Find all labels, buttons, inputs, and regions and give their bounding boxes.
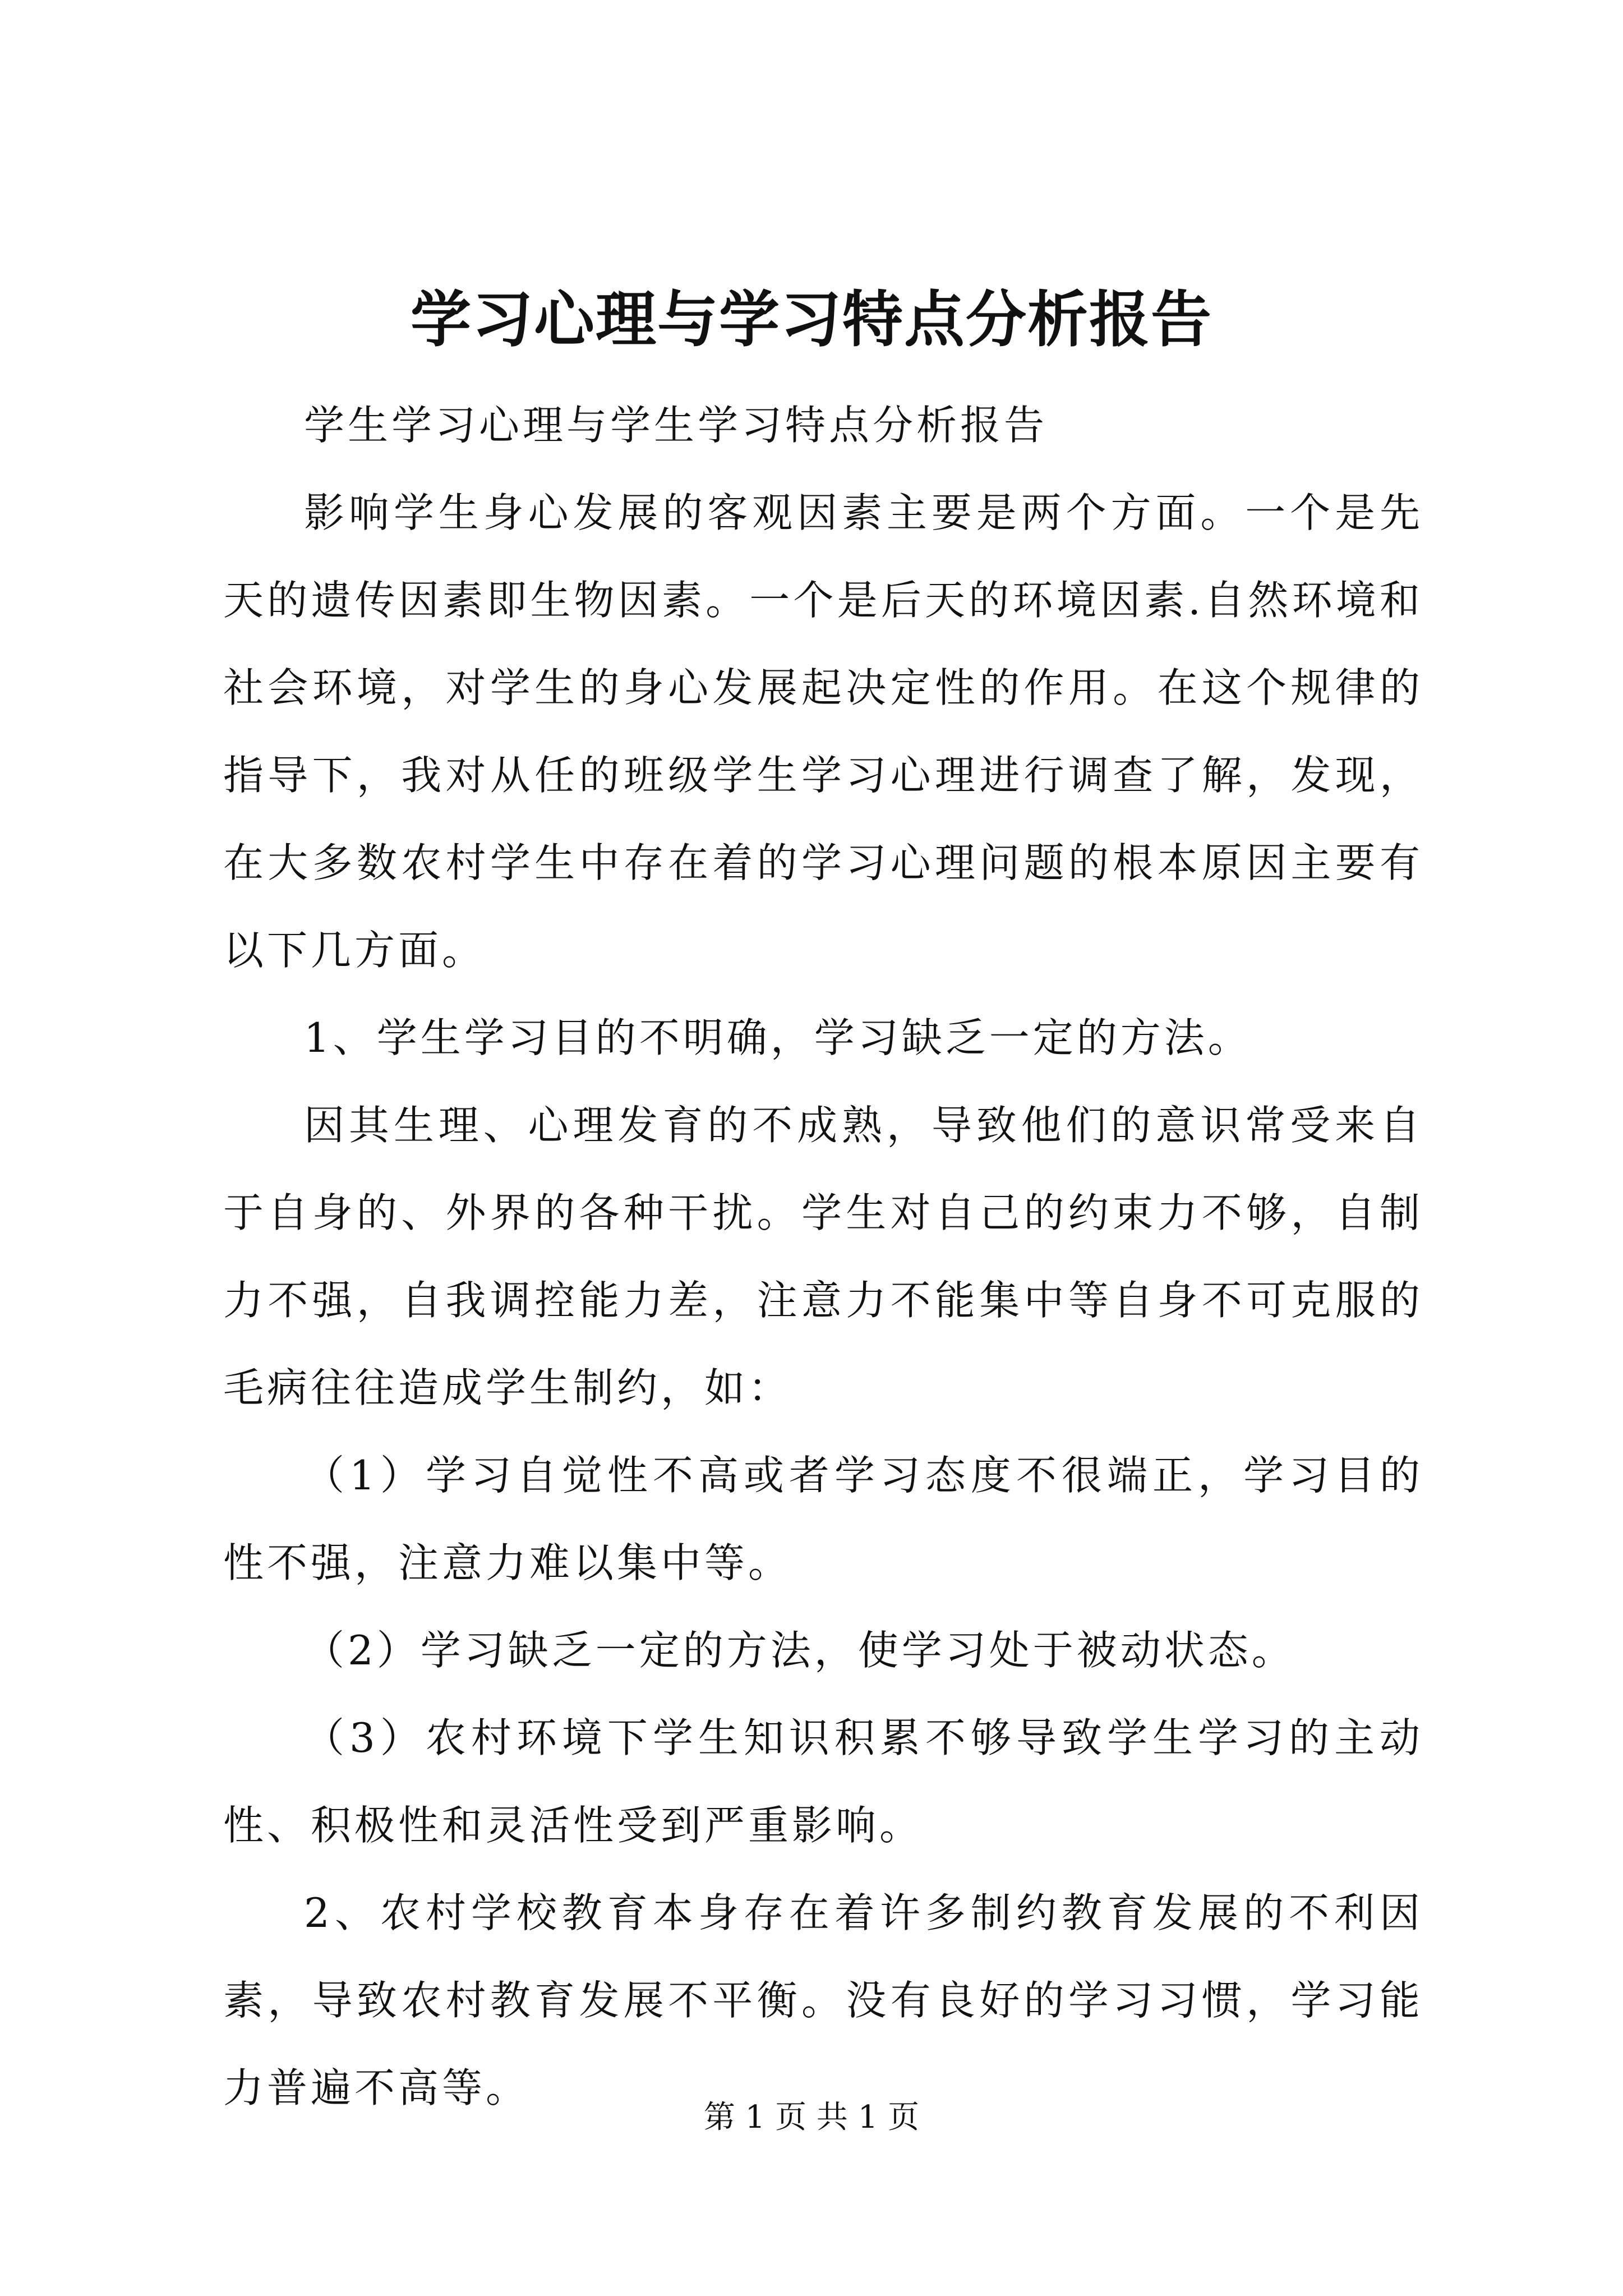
list-item: （3）农村环境下学生知识积累不够导致学生学习的主动性、积极性和灵活性受到严重影响。: [223, 1714, 1423, 1849]
body-paragraph: 因其生理、心理发育的不成熟，导致他们的意识常受来自于自身的、外界的各种干扰。学生对自己的约束力不够，自制力不强，自我调控能力差，注意力不能集中等自身不可克服的毛病往往造成学生制约，如：: [223, 1102, 1423, 1411]
list-item: （1）学习自觉性不高或者学习态度不很端正，学习目的性不强，注意力难以集中等。: [223, 1452, 1423, 1586]
document-body: [223, 381, 1423, 2132]
section-heading-2: 2、农村学校教育本身存在着许多制约教育发展的不利因素，导致农村教育发展不平衡。没有良好的学习习惯，学习能力普遍不高等。: [223, 1889, 1423, 2111]
page-footer: 第 1 页 共 1 页: [703, 2099, 920, 2136]
subtitle-paragraph: 学生学习心理与学生学习特点分析报告: [304, 402, 1048, 449]
list-item: （2）学习缺乏一定的方法，使学习处于被动状态。: [304, 1627, 1295, 1674]
section-heading-1: 1、学生学习目的不明确，学习缺乏一定的方法。: [304, 1014, 1252, 1061]
document-title: 学习心理与学习特点分析报告: [410, 284, 1212, 355]
body-paragraph: 影响学生身心发展的客观因素主要是两个方面。一个是先天的遗传因素即生物因素。一个是后天的环境因素.自然环境和社会环境，对学生的身心发展起决定性的作用。在这个规律的指导下，我对从任的班级学生学习心理进行调查了解，发现，在大多数农村学生中存在着的学习心理问题的根本原因主要有以下几方面。: [223, 489, 1423, 974]
